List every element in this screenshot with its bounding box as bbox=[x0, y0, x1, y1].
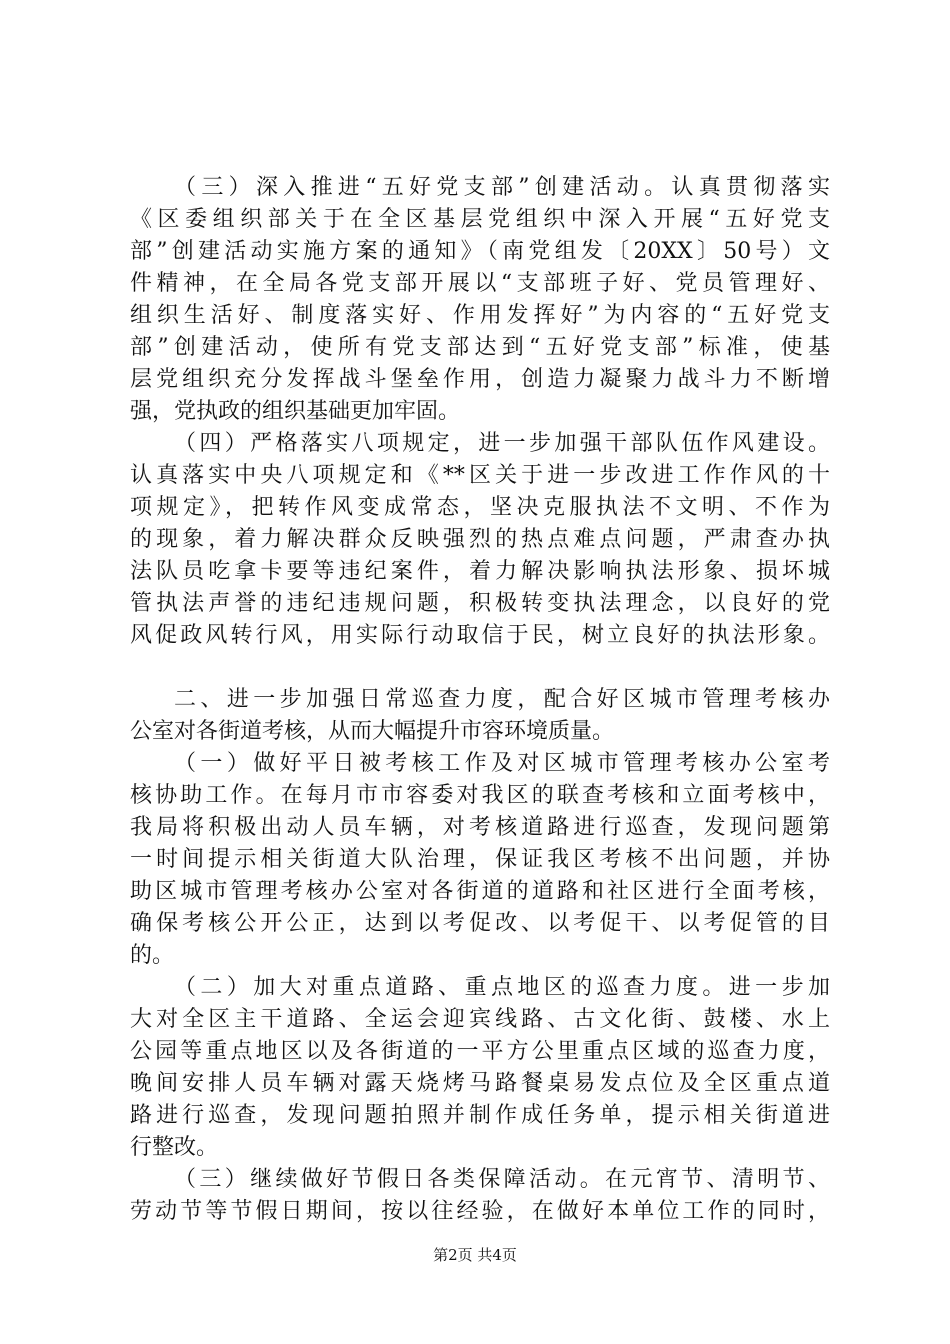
text-line: 认真落实中央八项规定和《**区关于进一步改进工作作风的十 bbox=[130, 463, 830, 488]
text-line: 大对全区主干道路、全运会迎宾线路、古文化街、鼓楼、水上 bbox=[130, 1007, 830, 1032]
text-line: 项规定》，把转作风变成常态，坚决克服执法不文明、不作为 bbox=[130, 495, 830, 520]
text-line: 晚间安排人员车辆对露天烧烤马路餐桌易发点位及全区重点道 bbox=[130, 1071, 830, 1096]
text-line: （一）做好平日被考核工作及对区城市管理考核办公室考 bbox=[174, 751, 830, 776]
document-body bbox=[130, 172, 830, 1228]
paragraph bbox=[130, 428, 830, 652]
text-line: 劳动节等节假日期间，按以往经验，在做好本单位工作的同时， bbox=[130, 1199, 830, 1224]
text-line: 部”创建活动，使所有党支部达到“五好党支部”标准，使基 bbox=[130, 335, 830, 360]
text-line: 法队员吃拿卡要等违纪案件，着力解决影响执法形象、损坏城 bbox=[130, 559, 830, 584]
text-line: 风促政风转行风，用实际行动取信于民，树立良好的执法形象。 bbox=[130, 623, 830, 648]
text-line: 《区委组织部关于在全区基层党组织中深入开展“五好党支 bbox=[130, 207, 830, 232]
text-line: 二、进一步加强日常巡查力度，配合好区城市管理考核办 bbox=[174, 687, 830, 712]
paragraph-gap bbox=[130, 652, 830, 684]
text-line: 组织生活好、制度落实好、作用发挥好”为内容的“五好党支 bbox=[130, 303, 830, 328]
text-line: 件精神，在全局各党支部开展以“支部班子好、党员管理好、 bbox=[130, 271, 830, 296]
text-line: 公园等重点地区以及各街道的一平方公里重点区域的巡查力度， bbox=[130, 1039, 830, 1064]
text-line: 我局将积极出动人员车辆，对考核道路进行巡查，发现问题第 bbox=[130, 815, 830, 840]
page-number: 第2页 共4页 bbox=[433, 1246, 517, 1264]
paragraph bbox=[130, 1164, 830, 1228]
page-footer bbox=[0, 1244, 950, 1265]
text-line: （四）严格落实八项规定，进一步加强干部队伍作风建设。 bbox=[174, 431, 830, 456]
text-line: 核协助工作。在每月市市容委对我区的联查考核和立面考核中， bbox=[130, 783, 830, 808]
text-line: 行整改。 bbox=[130, 1135, 219, 1160]
text-line: 公室对各街道考核，从而大幅提升市容环境质量。 bbox=[130, 719, 615, 744]
text-line: 的。 bbox=[130, 943, 175, 968]
text-line: 助区城市管理考核办公室对各街道的道路和社区进行全面考核， bbox=[130, 879, 830, 904]
text-line: 路进行巡查，发现问题拍照并制作成任务单，提示相关街道进 bbox=[130, 1103, 830, 1128]
text-line: 管执法声誉的违纪违规问题，积极转变执法理念，以良好的党 bbox=[130, 591, 830, 616]
paragraph bbox=[130, 172, 830, 428]
text-line: 强，党执政的组织基础更加牢固。 bbox=[130, 399, 461, 424]
text-line: （二）加大对重点道路、重点地区的巡查力度。进一步加 bbox=[174, 975, 830, 1000]
text-line: （三）继续做好节假日各类保障活动。在元宵节、清明节、 bbox=[174, 1167, 830, 1192]
text-line: 的现象，着力解决群众反映强烈的热点难点问题，严肃查办执 bbox=[130, 527, 830, 552]
section-heading bbox=[130, 684, 830, 748]
paragraph bbox=[130, 972, 830, 1164]
text-line: 部”创建活动实施方案的通知》（南党组发〔20XX〕50号）文 bbox=[130, 239, 830, 264]
text-line: 层党组织充分发挥战斗堡垒作用，创造力凝聚力战斗力不断增 bbox=[130, 367, 830, 392]
text-line: （三）深入推进“五好党支部”创建活动。认真贯彻落实 bbox=[174, 175, 830, 200]
text-line: 一时间提示相关街道大队治理，保证我区考核不出问题，并协 bbox=[130, 847, 830, 872]
text-line: 确保考核公开公正，达到以考促改、以考促干、以考促管的目 bbox=[130, 911, 830, 936]
paragraph bbox=[130, 748, 830, 972]
